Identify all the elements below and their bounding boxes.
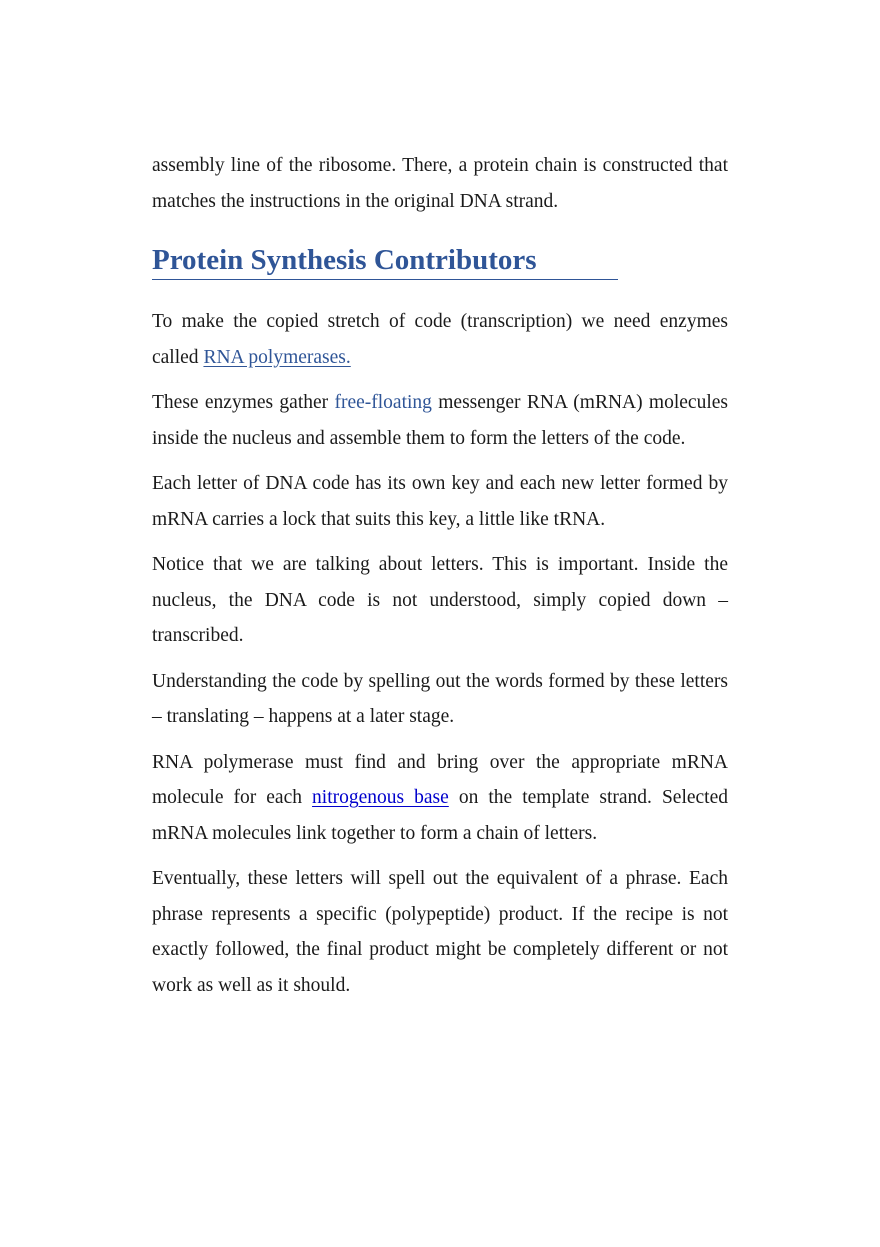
paragraph-text: To make the copied stretch of code (transcription) we need enzymes called (152, 311, 728, 368)
intro-text: assembly line of the ribosome. There, a protein chain is constructed that matches the instructions in the original DNA strand. (152, 155, 728, 212)
paragraph-letters (152, 547, 728, 654)
paragraph-phrase (152, 861, 728, 1003)
paragraph-text: Understanding the code by spelling out the words formed by these letters – translating – happens at a later stage. (152, 670, 728, 727)
paragraph-text: RNA polymerase must find and bring over the appropriate mRNA molecule for each (152, 751, 728, 808)
paragraph-text: Notice that we are talking about letters. This is important. Inside the nucleus, the DNA code is not understood, simply copied down – transcribed. (152, 554, 728, 646)
paragraph-text: Eventually, these letters will spell out the equivalent of a phrase. Each phrase represents a specific (polypeptide) product. If the recipe is not exactly followed, the final product might be completely different or not work as well as it should. (152, 868, 728, 996)
document-page (152, 148, 728, 1013)
section-heading (152, 241, 618, 280)
nitrogenous-base-link[interactable]: nitrogenous base (312, 787, 449, 808)
paragraph-translating (152, 664, 728, 735)
paragraph-rna-polymerases (152, 304, 728, 375)
paragraph-key-lock (152, 466, 728, 537)
paragraph-nitrogenous-base (152, 745, 728, 852)
paragraph-text: These enzymes gather (152, 392, 335, 413)
section-heading-text: Protein Synthesis Contributors (152, 244, 537, 276)
paragraph-text: messenger RNA (mRNA) molecules inside the nucleus and assemble them to form the letters of the code. (152, 392, 728, 449)
free-floating-term: free-floating (334, 392, 432, 413)
intro-paragraph (152, 148, 728, 219)
paragraph-text: Each letter of DNA code has its own key and each new letter formed by mRNA carries a lock that suits this key, a little like tRNA. (152, 473, 728, 530)
paragraph-enzymes-gather (152, 385, 728, 456)
paragraph-text: on the template strand. Selected mRNA molecules link together to form a chain of letters. (152, 787, 729, 844)
rna-polymerases-link[interactable]: RNA polymerases. (203, 346, 351, 368)
